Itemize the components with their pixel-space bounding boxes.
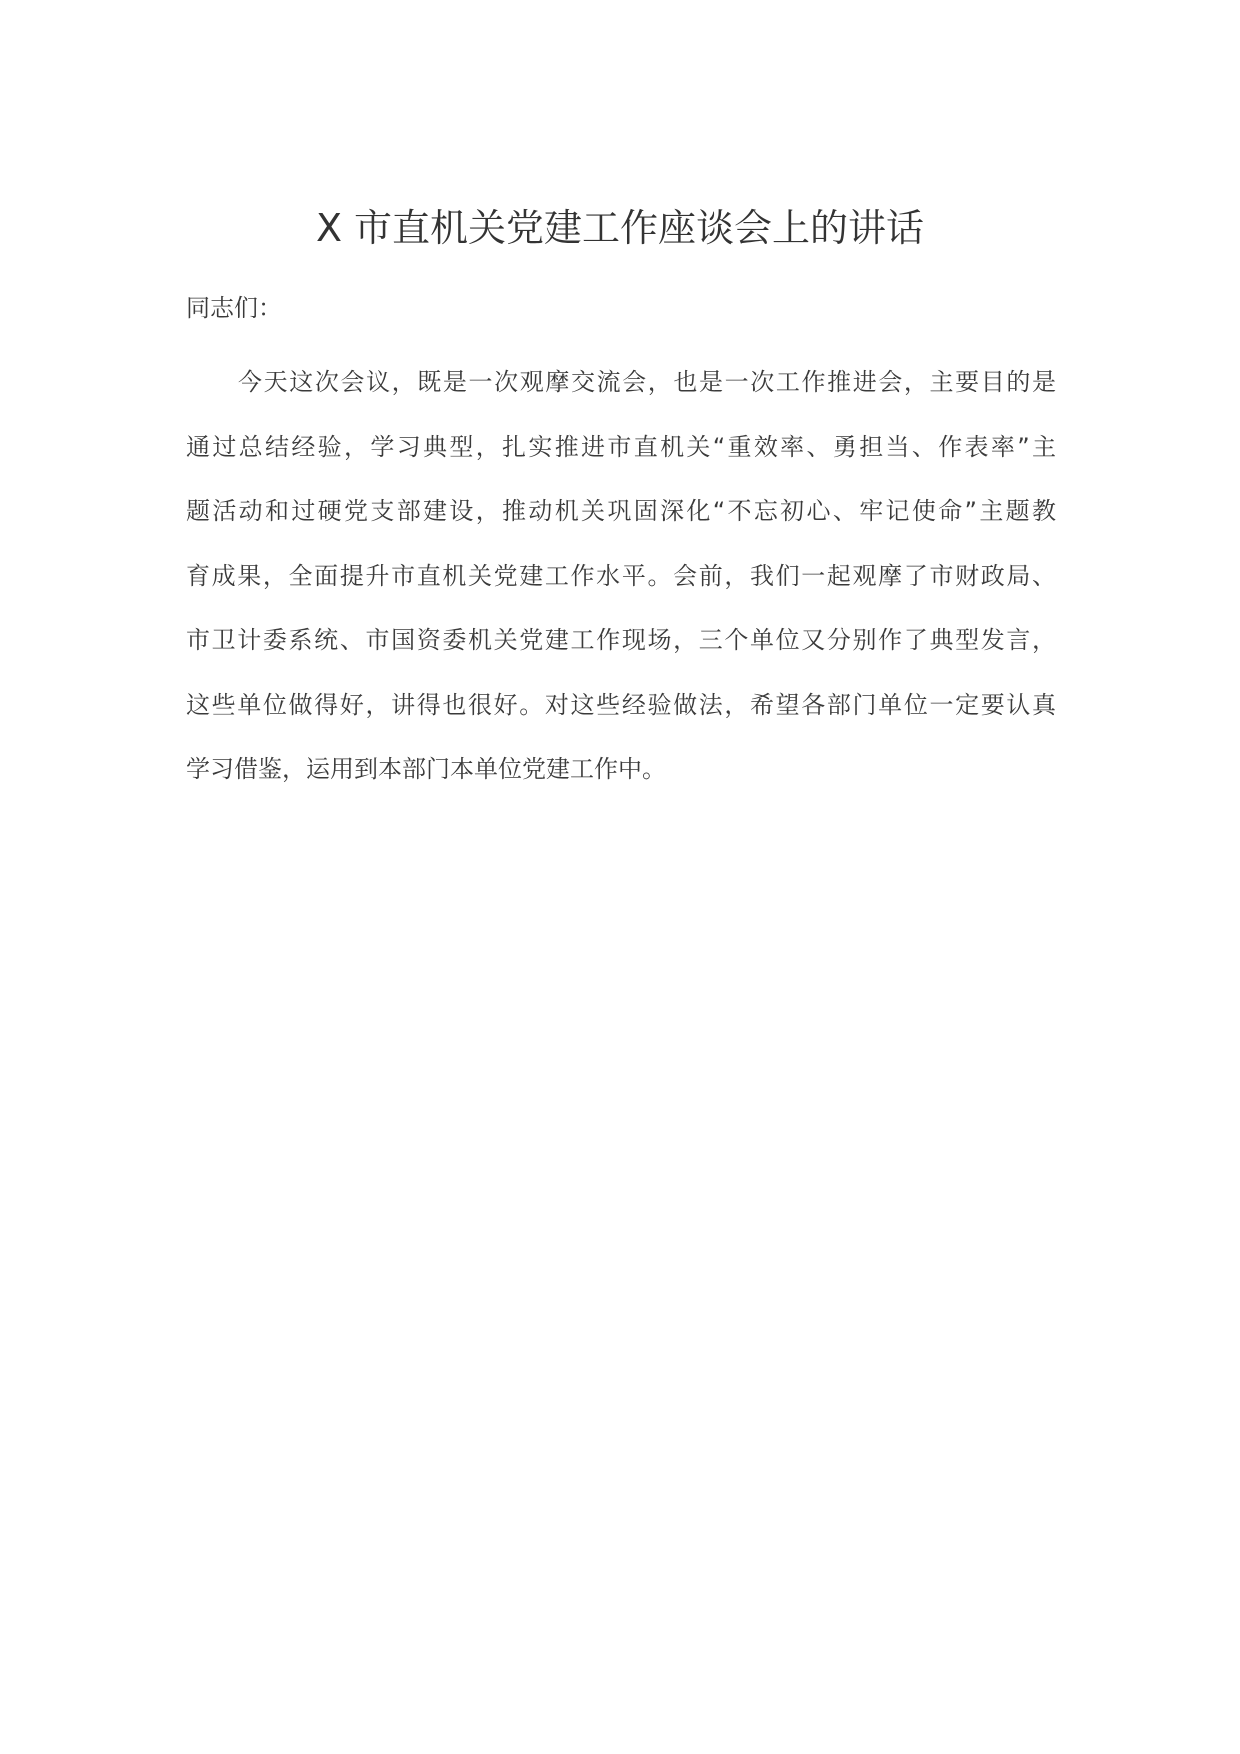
paragraph-line: 育成果，全面提升市直机关党建工作水平。会前，我们一起观摩了市财政局、 — [186, 561, 1056, 590]
paragraph-line: 通过总结经验，学习典型，扎实推进市直机关“重效率、勇担当、作表率”主 — [186, 432, 1056, 461]
body-paragraph — [186, 350, 1056, 802]
paragraph-line: 学习借鉴，运用到本部门本单位党建工作中。 — [186, 755, 666, 783]
salutation: 同志们： — [186, 294, 282, 322]
paragraph-line: 今天这次会议，既是一次观摩交流会，也是一次工作推进会，主要目的是 — [238, 368, 1056, 396]
paragraph-line: 题活动和过硬党支部建设，推动机关巩固深化“不忘初心、牢记使命”主题教 — [186, 497, 1056, 525]
paragraph-line: 这些单位做得好，讲得也很好。对这些经验做法，希望各部门单位一定要认真 — [186, 690, 1056, 719]
document-title: X 市直机关党建工作座谈会上的讲话 — [315, 206, 925, 250]
paragraph-line: 市卫计委系统、市国资委机关党建工作现场，三个单位又分别作了典型发言， — [186, 626, 1056, 654]
